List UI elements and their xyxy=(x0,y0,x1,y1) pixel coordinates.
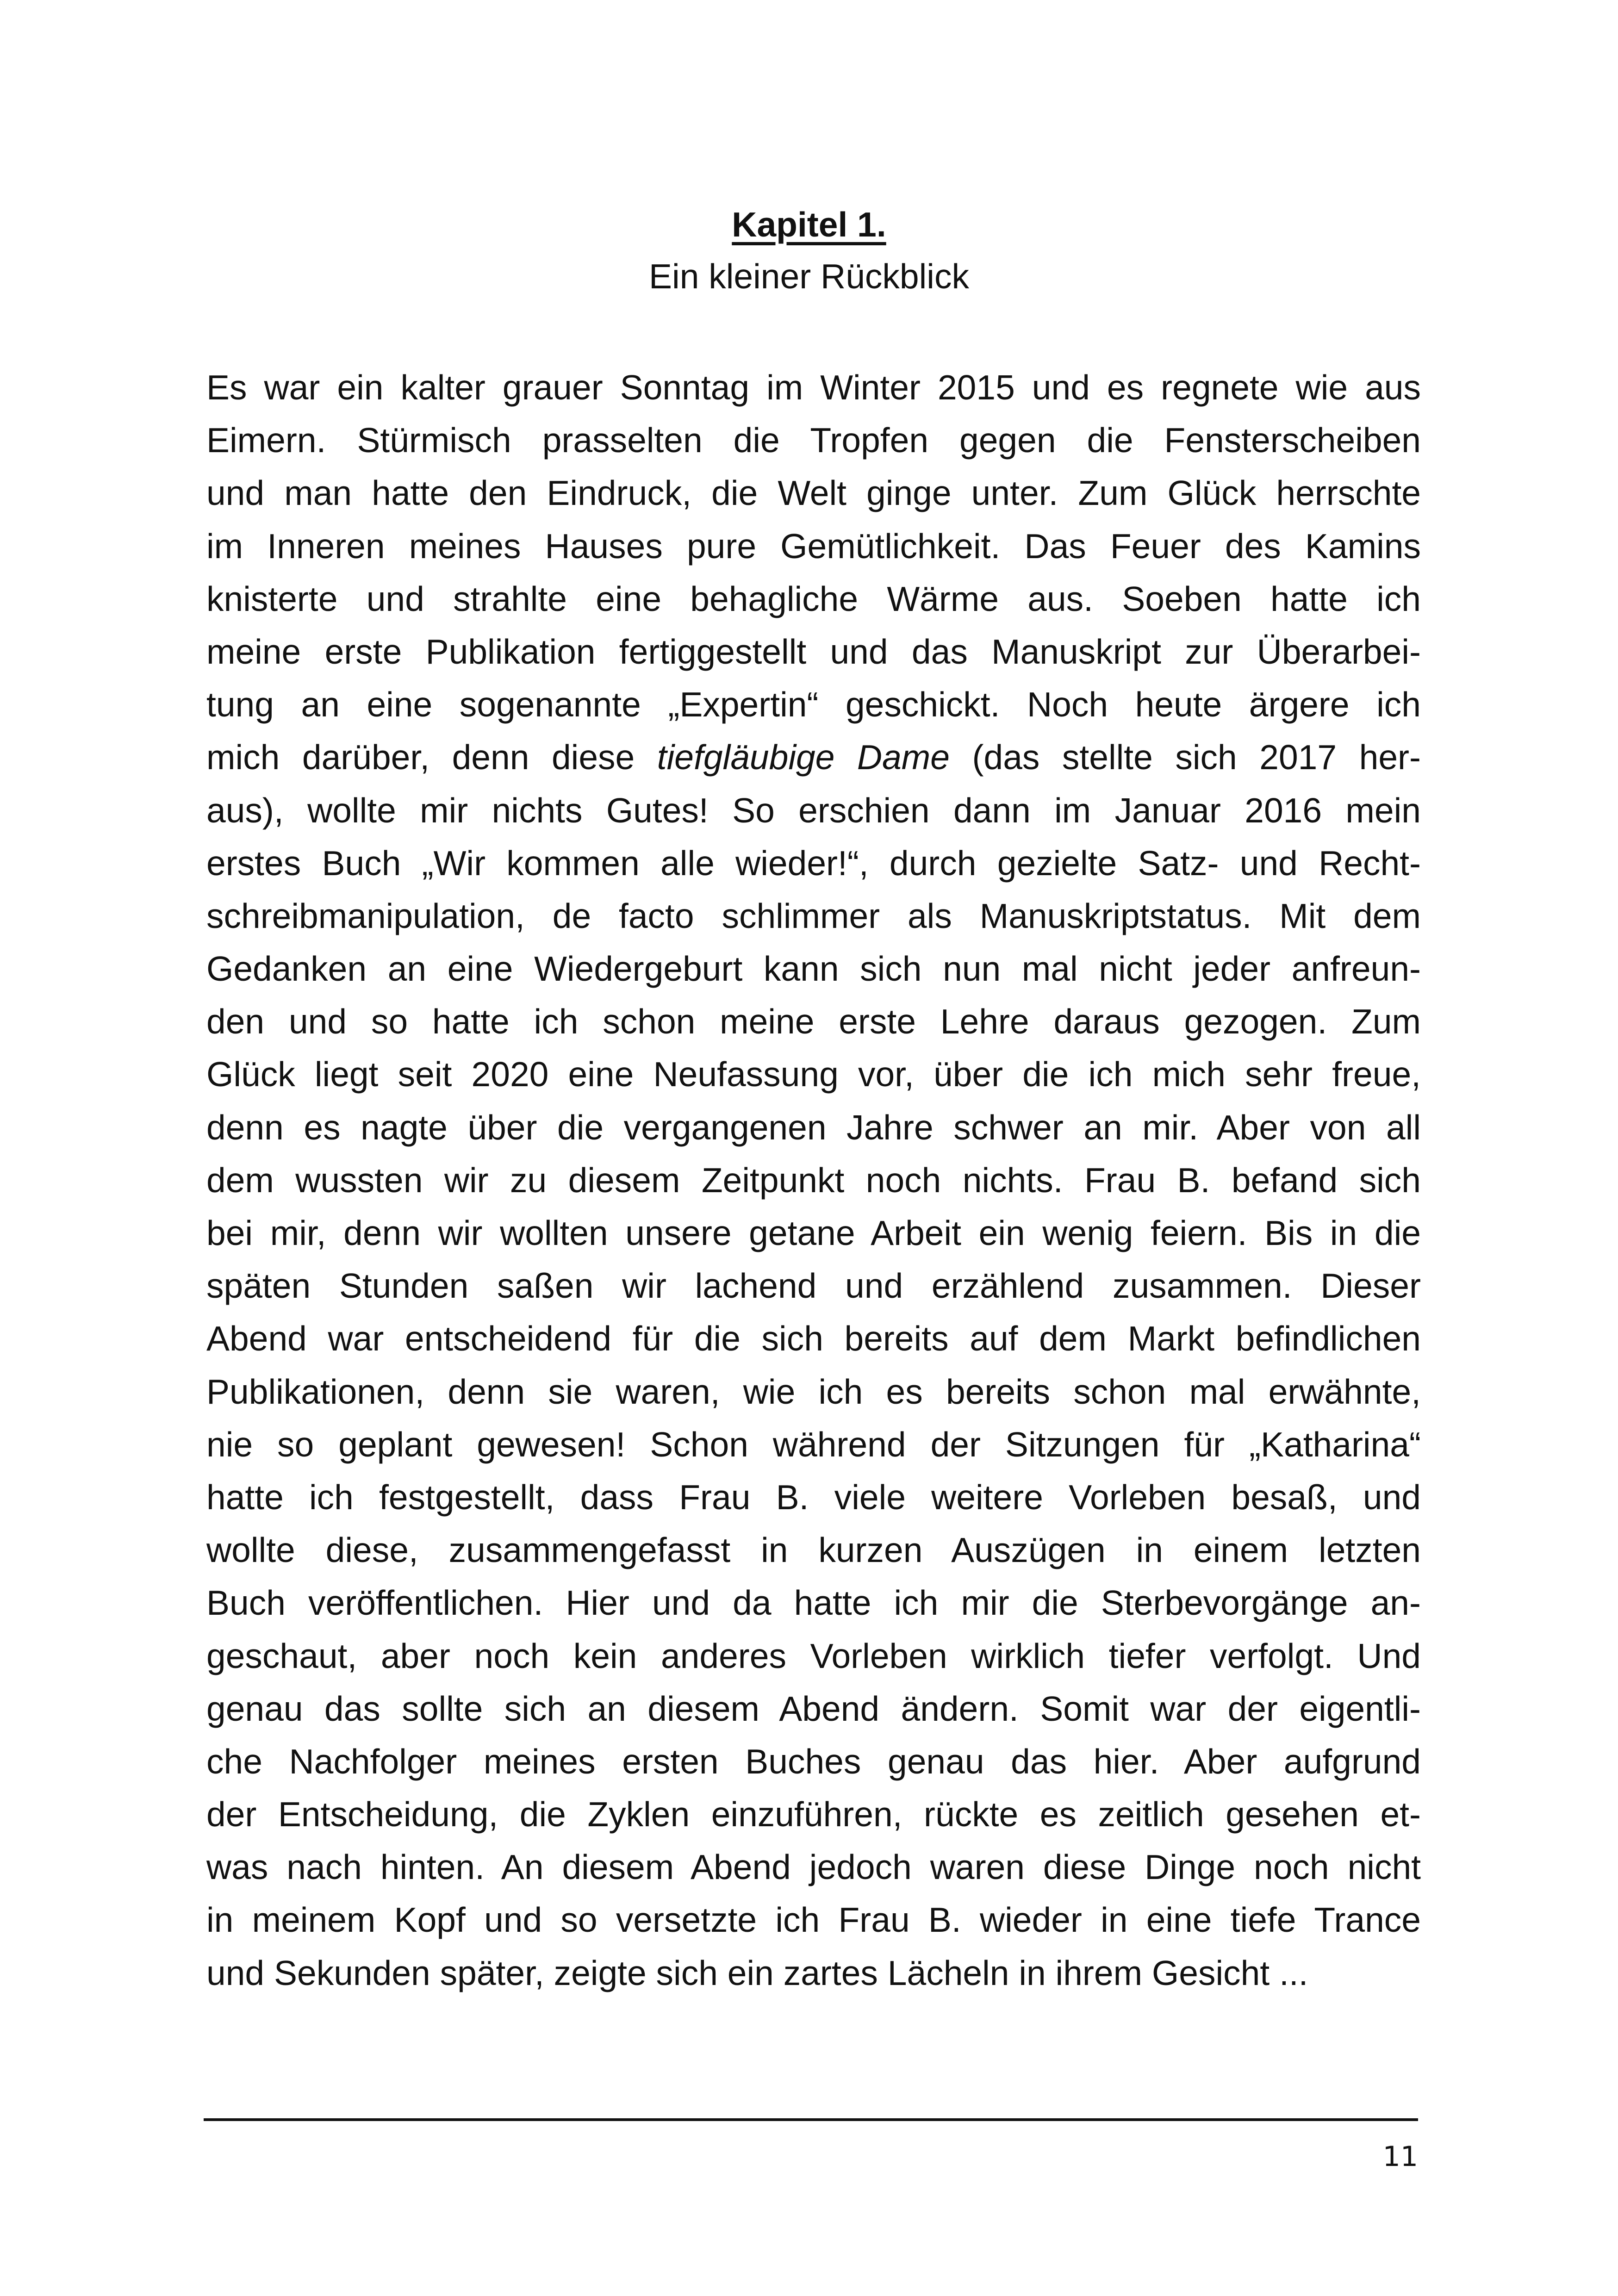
text-line: Publikationen, denn sie waren, wie ich es bereits schon mal erwähnte, xyxy=(206,1372,1421,1411)
text-line: der Entscheidung, die Zyklen einzuführen, rückte es zeitlich gesehen et- xyxy=(206,1795,1421,1834)
text-line: Gedanken an eine Wiedergeburt kann sich nun mal nicht jeder anfreun- xyxy=(206,949,1421,989)
text-line: dem wussten wir zu diesem Zeitpunkt noch nichts. Frau B. befand sich xyxy=(206,1160,1421,1200)
text-line: Glück liegt seit 2020 eine Neufassung vor, über die ich mich sehr freue, xyxy=(206,1055,1421,1094)
text-line: meine erste Publikation fertiggestellt und das Manuskript zur Überarbei- xyxy=(206,632,1421,671)
text-line: Buch veröffentlichen. Hier und da hatte ich mir die Sterbevorgänge an- xyxy=(206,1583,1421,1623)
text-line: in meinem Kopf und so versetzte ich Frau B. wieder in eine tiefe Trance xyxy=(206,1900,1421,1940)
emphasized-text: tiefgläubige Dame xyxy=(657,738,950,777)
text-line: che Nachfolger meines ersten Buches genau das hier. Aber aufgrund xyxy=(206,1742,1421,1781)
text-line: schreibmanipulation, de facto schlimmer als Manuskriptstatus. Mit dem xyxy=(206,896,1421,935)
text-line: aus), wollte mir nichts Gutes! So erschien dann im Januar 2016 mein xyxy=(206,790,1421,830)
text-line: späten Stunden saßen wir lachend und erzählend zusammen. Dieser xyxy=(206,1266,1421,1306)
text-line: denn es nagte über die vergangenen Jahre schwer an mir. Aber von all xyxy=(206,1108,1421,1147)
text-segment: (das stellte sich 2017 her- xyxy=(950,738,1421,777)
chapter-subtitle: Ein kleiner Rückblick xyxy=(649,257,969,296)
text-line-with-emphasis xyxy=(206,731,1421,784)
text-line: was nach hinten. An diesem Abend jedoch waren diese Dinge noch nicht xyxy=(206,1848,1421,1887)
text-line: Eimern. Stürmisch prasselten die Tropfen gegen die Fensterscheiben xyxy=(206,421,1421,460)
text-line: tung an eine sogenannte „Expertin“ geschickt. Noch heute ärgere ich xyxy=(206,685,1421,724)
text-line: genau das sollte sich an diesem Abend ändern. Somit war der eigentli- xyxy=(206,1689,1421,1728)
text-line: im Inneren meines Hauses pure Gemütlichkeit. Das Feuer des Kamins xyxy=(206,526,1421,566)
text-segment: mich darüber, denn diese xyxy=(206,738,657,777)
text-line: Abend war entscheidend für die sich bereits auf dem Markt befindlichen xyxy=(206,1319,1421,1358)
text-line: bei mir, denn wir wollten unsere getane Arbeit ein wenig feiern. Bis in die xyxy=(206,1213,1421,1252)
text-line-last: und Sekunden später, zeigte sich ein zartes Lächeln in ihrem Gesicht ... xyxy=(206,1953,1308,1992)
chapter-title: Kapitel 1. xyxy=(732,205,886,244)
text-line: Es war ein kalter grauer Sonntag im Winter 2015 und es regnete wie aus xyxy=(206,368,1421,407)
page-number: 11 xyxy=(1382,2140,1418,2173)
text-line: und man hatte den Eindruck, die Welt ginge unter. Zum Glück herrschte xyxy=(206,473,1421,513)
text-line: hatte ich festgestellt, dass Frau B. viele weitere Vorleben besaß, und xyxy=(206,1477,1421,1517)
text-line: den und so hatte ich schon meine erste Lehre daraus gezogen. Zum xyxy=(206,1002,1421,1041)
text-line: nie so geplant gewesen! Schon während der Sitzungen für „Katharina“ xyxy=(206,1425,1421,1464)
text-line: erstes Buch „Wir kommen alle wieder!“, durch gezielte Satz- und Recht- xyxy=(206,843,1421,883)
body-paragraph xyxy=(206,361,1421,1999)
footer-divider xyxy=(204,2118,1418,2121)
text-line: geschaut, aber noch kein anderes Vorleben wirklich tiefer verfolgt. Und xyxy=(206,1636,1421,1675)
text-line: wollte diese, zusammengefasst in kurzen Auszügen in einem letzten xyxy=(206,1531,1421,1570)
text-line: knisterte und strahlte eine behagliche Wärme aus. Soeben hatte ich xyxy=(206,579,1421,618)
